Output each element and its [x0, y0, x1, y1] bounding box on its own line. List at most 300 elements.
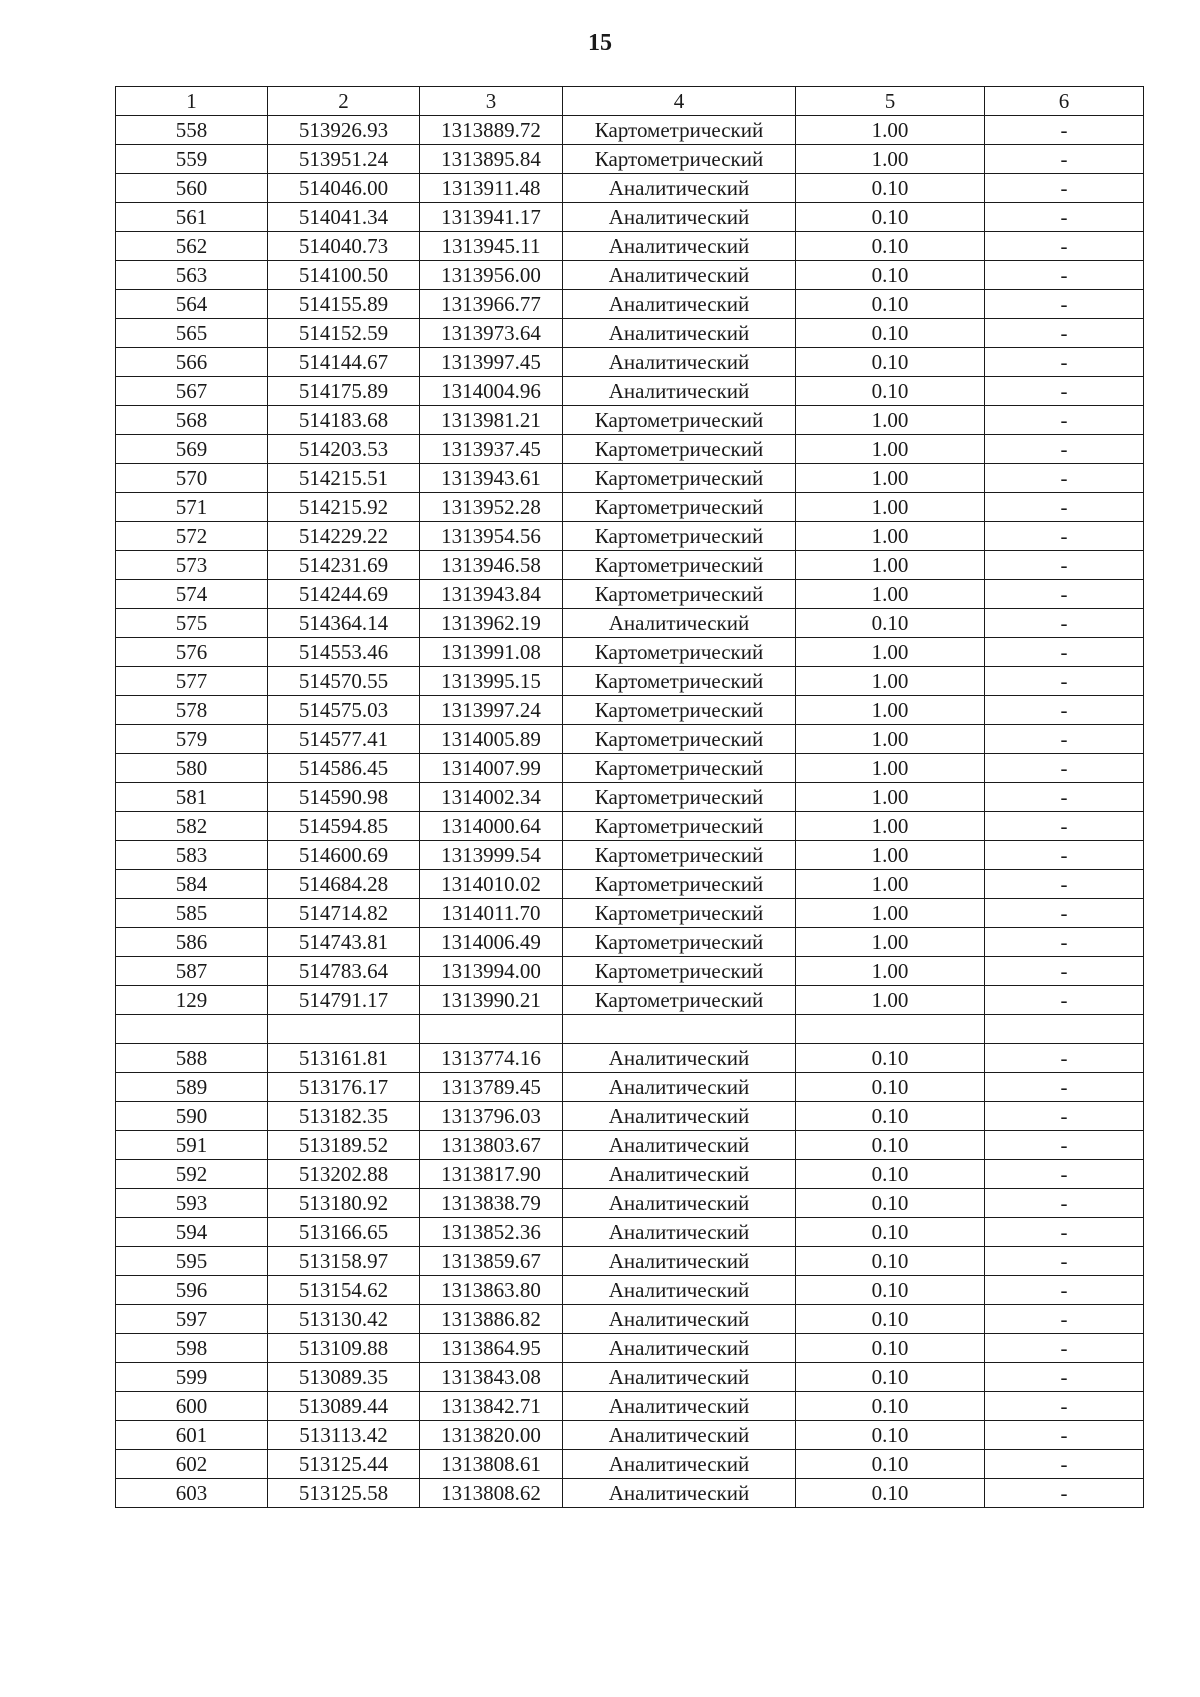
y-coordinate-cell: 1313945.11: [420, 232, 563, 261]
method-cell: Картометрический: [563, 145, 796, 174]
y-coordinate-cell: 1313864.95: [420, 1334, 563, 1363]
accuracy-cell: 1.00: [796, 986, 985, 1015]
method-cell: Аналитический: [563, 1392, 796, 1421]
y-coordinate-cell: [420, 1015, 563, 1044]
note-cell: -: [985, 1479, 1144, 1508]
point-number-cell: 591: [116, 1131, 268, 1160]
x-coordinate-cell: 513154.62: [268, 1276, 420, 1305]
x-coordinate-cell: 513926.93: [268, 116, 420, 145]
note-cell: -: [985, 1131, 1144, 1160]
point-number-cell: 567: [116, 377, 268, 406]
table-row: [116, 435, 1144, 464]
table-row: [116, 1218, 1144, 1247]
table-row: [116, 522, 1144, 551]
y-coordinate-cell: 1313954.56: [420, 522, 563, 551]
table-row: [116, 1479, 1144, 1508]
point-number-cell: 598: [116, 1334, 268, 1363]
method-cell: Аналитический: [563, 261, 796, 290]
y-coordinate-cell: 1313803.67: [420, 1131, 563, 1160]
header-cell: 1: [116, 87, 268, 116]
table-row: [116, 783, 1144, 812]
table-row: [116, 754, 1144, 783]
accuracy-cell: 0.10: [796, 1131, 985, 1160]
note-cell: -: [985, 783, 1144, 812]
point-number-cell: 570: [116, 464, 268, 493]
note-cell: [985, 1015, 1144, 1044]
y-coordinate-cell: 1313997.45: [420, 348, 563, 377]
point-number-cell: 600: [116, 1392, 268, 1421]
table-row: [116, 174, 1144, 203]
method-cell: Аналитический: [563, 1305, 796, 1334]
table-body: [116, 116, 1144, 1508]
point-number-cell: 564: [116, 290, 268, 319]
method-cell: Аналитический: [563, 1421, 796, 1450]
note-cell: -: [985, 1334, 1144, 1363]
method-cell: Аналитический: [563, 232, 796, 261]
y-coordinate-cell: 1313911.48: [420, 174, 563, 203]
method-cell: Аналитический: [563, 1218, 796, 1247]
y-coordinate-cell: 1313997.24: [420, 696, 563, 725]
table-row: [116, 1189, 1144, 1218]
method-cell: Картометрический: [563, 899, 796, 928]
y-coordinate-cell: 1313863.80: [420, 1276, 563, 1305]
x-coordinate-cell: 514743.81: [268, 928, 420, 957]
point-number-cell: 574: [116, 580, 268, 609]
point-number-cell: 593: [116, 1189, 268, 1218]
note-cell: -: [985, 290, 1144, 319]
x-coordinate-cell: 513180.92: [268, 1189, 420, 1218]
x-coordinate-cell: 514553.46: [268, 638, 420, 667]
y-coordinate-cell: 1313956.00: [420, 261, 563, 290]
table-row: [116, 1073, 1144, 1102]
point-number-cell: 578: [116, 696, 268, 725]
table-row: [116, 841, 1144, 870]
y-coordinate-cell: 1313994.00: [420, 957, 563, 986]
point-number-cell: 577: [116, 667, 268, 696]
method-cell: Аналитический: [563, 377, 796, 406]
table-row: [116, 116, 1144, 145]
method-cell: Картометрический: [563, 638, 796, 667]
accuracy-cell: 1.00: [796, 145, 985, 174]
method-cell: Аналитический: [563, 1247, 796, 1276]
x-coordinate-cell: 514155.89: [268, 290, 420, 319]
accuracy-cell: 1.00: [796, 551, 985, 580]
note-cell: -: [985, 812, 1144, 841]
method-cell: Аналитический: [563, 1276, 796, 1305]
note-cell: -: [985, 1421, 1144, 1450]
table-row: [116, 348, 1144, 377]
note-cell: -: [985, 1392, 1144, 1421]
table-row: [116, 580, 1144, 609]
point-number-cell: 603: [116, 1479, 268, 1508]
x-coordinate-cell: 514229.22: [268, 522, 420, 551]
y-coordinate-cell: 1313789.45: [420, 1073, 563, 1102]
note-cell: -: [985, 696, 1144, 725]
point-number-cell: 572: [116, 522, 268, 551]
x-coordinate-cell: 514046.00: [268, 174, 420, 203]
accuracy-cell: 1.00: [796, 899, 985, 928]
y-coordinate-cell: 1313990.21: [420, 986, 563, 1015]
y-coordinate-cell: 1313859.67: [420, 1247, 563, 1276]
method-cell: Картометрический: [563, 522, 796, 551]
method-cell: Аналитический: [563, 609, 796, 638]
point-number-cell: 588: [116, 1044, 268, 1073]
table-row: [116, 1131, 1144, 1160]
method-cell: Картометрический: [563, 812, 796, 841]
point-number-cell: 590: [116, 1102, 268, 1131]
accuracy-cell: 1.00: [796, 638, 985, 667]
accuracy-cell: 0.10: [796, 1044, 985, 1073]
x-coordinate-cell: 514783.64: [268, 957, 420, 986]
note-cell: -: [985, 986, 1144, 1015]
note-cell: -: [985, 667, 1144, 696]
accuracy-cell: 0.10: [796, 1334, 985, 1363]
accuracy-cell: 1.00: [796, 928, 985, 957]
y-coordinate-cell: 1314005.89: [420, 725, 563, 754]
note-cell: -: [985, 319, 1144, 348]
table-row: [116, 1247, 1144, 1276]
accuracy-cell: 0.10: [796, 377, 985, 406]
point-number-cell: 599: [116, 1363, 268, 1392]
note-cell: -: [985, 522, 1144, 551]
x-coordinate-cell: 514590.98: [268, 783, 420, 812]
point-number-cell: 563: [116, 261, 268, 290]
y-coordinate-cell: 1313886.82: [420, 1305, 563, 1334]
point-number-cell: 562: [116, 232, 268, 261]
note-cell: -: [985, 870, 1144, 899]
note-cell: -: [985, 203, 1144, 232]
accuracy-cell: 1.00: [796, 783, 985, 812]
note-cell: -: [985, 1218, 1144, 1247]
point-number-cell: 573: [116, 551, 268, 580]
x-coordinate-cell: 513113.42: [268, 1421, 420, 1450]
point-number-cell: [116, 1015, 268, 1044]
table-row: [116, 261, 1144, 290]
accuracy-cell: 0.10: [796, 609, 985, 638]
accuracy-cell: 1.00: [796, 406, 985, 435]
x-coordinate-cell: [268, 1015, 420, 1044]
point-number-cell: 585: [116, 899, 268, 928]
y-coordinate-cell: 1313999.54: [420, 841, 563, 870]
accuracy-cell: 0.10: [796, 1479, 985, 1508]
note-cell: -: [985, 1189, 1144, 1218]
point-number-cell: 584: [116, 870, 268, 899]
x-coordinate-cell: 513161.81: [268, 1044, 420, 1073]
y-coordinate-cell: 1313962.19: [420, 609, 563, 638]
y-coordinate-cell: 1314004.96: [420, 377, 563, 406]
note-cell: -: [985, 1073, 1144, 1102]
method-cell: Аналитический: [563, 1044, 796, 1073]
page-number: 15: [588, 30, 612, 56]
coordinates-table: [115, 86, 1144, 1508]
x-coordinate-cell: 513089.44: [268, 1392, 420, 1421]
table-row: [116, 290, 1144, 319]
note-cell: -: [985, 725, 1144, 754]
point-number-cell: 581: [116, 783, 268, 812]
note-cell: -: [985, 551, 1144, 580]
accuracy-cell: 0.10: [796, 1160, 985, 1189]
method-cell: Аналитический: [563, 1131, 796, 1160]
table-row: [116, 1015, 1144, 1044]
note-cell: -: [985, 493, 1144, 522]
y-coordinate-cell: 1313973.64: [420, 319, 563, 348]
table-row: [116, 1044, 1144, 1073]
method-cell: Картометрический: [563, 464, 796, 493]
table-row: [116, 899, 1144, 928]
y-coordinate-cell: 1313995.15: [420, 667, 563, 696]
method-cell: Картометрический: [563, 551, 796, 580]
accuracy-cell: 1.00: [796, 493, 985, 522]
y-coordinate-cell: 1313838.79: [420, 1189, 563, 1218]
point-number-cell: 560: [116, 174, 268, 203]
note-cell: -: [985, 1044, 1144, 1073]
y-coordinate-cell: 1313946.58: [420, 551, 563, 580]
accuracy-cell: 0.10: [796, 1247, 985, 1276]
point-number-cell: 589: [116, 1073, 268, 1102]
accuracy-cell: 0.10: [796, 1189, 985, 1218]
note-cell: -: [985, 348, 1144, 377]
header-cell: 6: [985, 87, 1144, 116]
x-coordinate-cell: 513166.65: [268, 1218, 420, 1247]
x-coordinate-cell: 513176.17: [268, 1073, 420, 1102]
accuracy-cell: 0.10: [796, 1073, 985, 1102]
table-row: [116, 812, 1144, 841]
x-coordinate-cell: 514100.50: [268, 261, 420, 290]
y-coordinate-cell: 1313817.90: [420, 1160, 563, 1189]
point-number-cell: 129: [116, 986, 268, 1015]
accuracy-cell: 1.00: [796, 116, 985, 145]
point-number-cell: 596: [116, 1276, 268, 1305]
point-number-cell: 561: [116, 203, 268, 232]
accuracy-cell: 1.00: [796, 464, 985, 493]
x-coordinate-cell: 513130.42: [268, 1305, 420, 1334]
method-cell: Аналитический: [563, 203, 796, 232]
table-row: [116, 464, 1144, 493]
method-cell: Аналитический: [563, 1102, 796, 1131]
note-cell: -: [985, 406, 1144, 435]
table-row: [116, 725, 1144, 754]
x-coordinate-cell: 514203.53: [268, 435, 420, 464]
table-row: [116, 1450, 1144, 1479]
point-number-cell: 576: [116, 638, 268, 667]
x-coordinate-cell: 514791.17: [268, 986, 420, 1015]
accuracy-cell: 0.10: [796, 232, 985, 261]
point-number-cell: 602: [116, 1450, 268, 1479]
method-cell: Картометрический: [563, 841, 796, 870]
y-coordinate-cell: 1314011.70: [420, 899, 563, 928]
accuracy-cell: 1.00: [796, 580, 985, 609]
table-row: [116, 928, 1144, 957]
note-cell: -: [985, 174, 1144, 203]
x-coordinate-cell: 513089.35: [268, 1363, 420, 1392]
x-coordinate-cell: 513158.97: [268, 1247, 420, 1276]
table-header-row: [116, 87, 1144, 116]
point-number-cell: 579: [116, 725, 268, 754]
y-coordinate-cell: 1313889.72: [420, 116, 563, 145]
note-cell: -: [985, 1102, 1144, 1131]
y-coordinate-cell: 1313796.03: [420, 1102, 563, 1131]
note-cell: -: [985, 1160, 1144, 1189]
y-coordinate-cell: 1313852.36: [420, 1218, 563, 1247]
method-cell: Картометрический: [563, 928, 796, 957]
method-cell: Картометрический: [563, 667, 796, 696]
accuracy-cell: 0.10: [796, 1102, 985, 1131]
x-coordinate-cell: 514040.73: [268, 232, 420, 261]
method-cell: Аналитический: [563, 348, 796, 377]
note-cell: -: [985, 116, 1144, 145]
accuracy-cell: 1.00: [796, 667, 985, 696]
x-coordinate-cell: 514144.67: [268, 348, 420, 377]
x-coordinate-cell: 514364.14: [268, 609, 420, 638]
x-coordinate-cell: 514586.45: [268, 754, 420, 783]
method-cell: Картометрический: [563, 957, 796, 986]
point-number-cell: 568: [116, 406, 268, 435]
point-number-cell: 580: [116, 754, 268, 783]
note-cell: -: [985, 464, 1144, 493]
method-cell: Картометрический: [563, 725, 796, 754]
method-cell: Картометрический: [563, 783, 796, 812]
y-coordinate-cell: 1313981.21: [420, 406, 563, 435]
note-cell: -: [985, 928, 1144, 957]
table-row: [116, 551, 1144, 580]
method-cell: Аналитический: [563, 1479, 796, 1508]
x-coordinate-cell: 514575.03: [268, 696, 420, 725]
x-coordinate-cell: 513125.44: [268, 1450, 420, 1479]
note-cell: -: [985, 899, 1144, 928]
note-cell: -: [985, 1450, 1144, 1479]
x-coordinate-cell: 513202.88: [268, 1160, 420, 1189]
note-cell: -: [985, 435, 1144, 464]
x-coordinate-cell: 514577.41: [268, 725, 420, 754]
accuracy-cell: 0.10: [796, 1392, 985, 1421]
method-cell: Картометрический: [563, 696, 796, 725]
accuracy-cell: 1.00: [796, 696, 985, 725]
y-coordinate-cell: 1313895.84: [420, 145, 563, 174]
note-cell: -: [985, 145, 1144, 174]
table-row: [116, 1392, 1144, 1421]
y-coordinate-cell: 1314002.34: [420, 783, 563, 812]
table-row: [116, 232, 1144, 261]
table-row: [116, 1421, 1144, 1450]
x-coordinate-cell: 513951.24: [268, 145, 420, 174]
table-row: [116, 957, 1144, 986]
point-number-cell: 582: [116, 812, 268, 841]
y-coordinate-cell: 1313808.61: [420, 1450, 563, 1479]
point-number-cell: 558: [116, 116, 268, 145]
header-cell: 5: [796, 87, 985, 116]
header-cell: 4: [563, 87, 796, 116]
table-row: [116, 870, 1144, 899]
accuracy-cell: [796, 1015, 985, 1044]
y-coordinate-cell: 1314006.49: [420, 928, 563, 957]
note-cell: -: [985, 841, 1144, 870]
accuracy-cell: 1.00: [796, 841, 985, 870]
y-coordinate-cell: 1313808.62: [420, 1479, 563, 1508]
y-coordinate-cell: 1314010.02: [420, 870, 563, 899]
x-coordinate-cell: 514175.89: [268, 377, 420, 406]
table-row: [116, 986, 1144, 1015]
accuracy-cell: 0.10: [796, 1450, 985, 1479]
x-coordinate-cell: 514231.69: [268, 551, 420, 580]
method-cell: Картометрический: [563, 870, 796, 899]
note-cell: -: [985, 754, 1144, 783]
method-cell: [563, 1015, 796, 1044]
note-cell: -: [985, 957, 1144, 986]
table-row: [116, 1334, 1144, 1363]
table-row: [116, 696, 1144, 725]
y-coordinate-cell: 1313952.28: [420, 493, 563, 522]
note-cell: -: [985, 377, 1144, 406]
table-row: [116, 1305, 1144, 1334]
table-row: [116, 1276, 1144, 1305]
method-cell: Картометрический: [563, 986, 796, 1015]
point-number-cell: 601: [116, 1421, 268, 1450]
table-row: [116, 1363, 1144, 1392]
accuracy-cell: 0.10: [796, 1218, 985, 1247]
x-coordinate-cell: 514714.82: [268, 899, 420, 928]
method-cell: Аналитический: [563, 319, 796, 348]
accuracy-cell: 1.00: [796, 725, 985, 754]
table-row: [116, 638, 1144, 667]
accuracy-cell: 1.00: [796, 812, 985, 841]
point-number-cell: 583: [116, 841, 268, 870]
accuracy-cell: 0.10: [796, 1421, 985, 1450]
method-cell: Аналитический: [563, 1363, 796, 1392]
point-number-cell: 565: [116, 319, 268, 348]
header-cell: 2: [268, 87, 420, 116]
x-coordinate-cell: 514041.34: [268, 203, 420, 232]
accuracy-cell: 1.00: [796, 870, 985, 899]
x-coordinate-cell: 514215.92: [268, 493, 420, 522]
table-row: [116, 377, 1144, 406]
y-coordinate-cell: 1313966.77: [420, 290, 563, 319]
accuracy-cell: 0.10: [796, 203, 985, 232]
accuracy-cell: 0.10: [796, 1363, 985, 1392]
y-coordinate-cell: 1313774.16: [420, 1044, 563, 1073]
point-number-cell: 569: [116, 435, 268, 464]
method-cell: Картометрический: [563, 116, 796, 145]
note-cell: -: [985, 580, 1144, 609]
point-number-cell: 575: [116, 609, 268, 638]
note-cell: -: [985, 261, 1144, 290]
table-row: [116, 406, 1144, 435]
accuracy-cell: 1.00: [796, 754, 985, 783]
table-row: [116, 1102, 1144, 1131]
note-cell: -: [985, 638, 1144, 667]
method-cell: Картометрический: [563, 493, 796, 522]
accuracy-cell: 1.00: [796, 522, 985, 551]
accuracy-cell: 0.10: [796, 290, 985, 319]
accuracy-cell: 1.00: [796, 435, 985, 464]
method-cell: Картометрический: [563, 435, 796, 464]
method-cell: Аналитический: [563, 174, 796, 203]
x-coordinate-cell: 513189.52: [268, 1131, 420, 1160]
accuracy-cell: 0.10: [796, 174, 985, 203]
method-cell: Аналитический: [563, 1334, 796, 1363]
table-row: [116, 145, 1144, 174]
note-cell: -: [985, 1247, 1144, 1276]
x-coordinate-cell: 514570.55: [268, 667, 420, 696]
y-coordinate-cell: 1314000.64: [420, 812, 563, 841]
table-row: [116, 667, 1144, 696]
table-row: [116, 203, 1144, 232]
point-number-cell: 571: [116, 493, 268, 522]
note-cell: -: [985, 1363, 1144, 1392]
point-number-cell: 586: [116, 928, 268, 957]
note-cell: -: [985, 1305, 1144, 1334]
point-number-cell: 594: [116, 1218, 268, 1247]
accuracy-cell: 0.10: [796, 319, 985, 348]
